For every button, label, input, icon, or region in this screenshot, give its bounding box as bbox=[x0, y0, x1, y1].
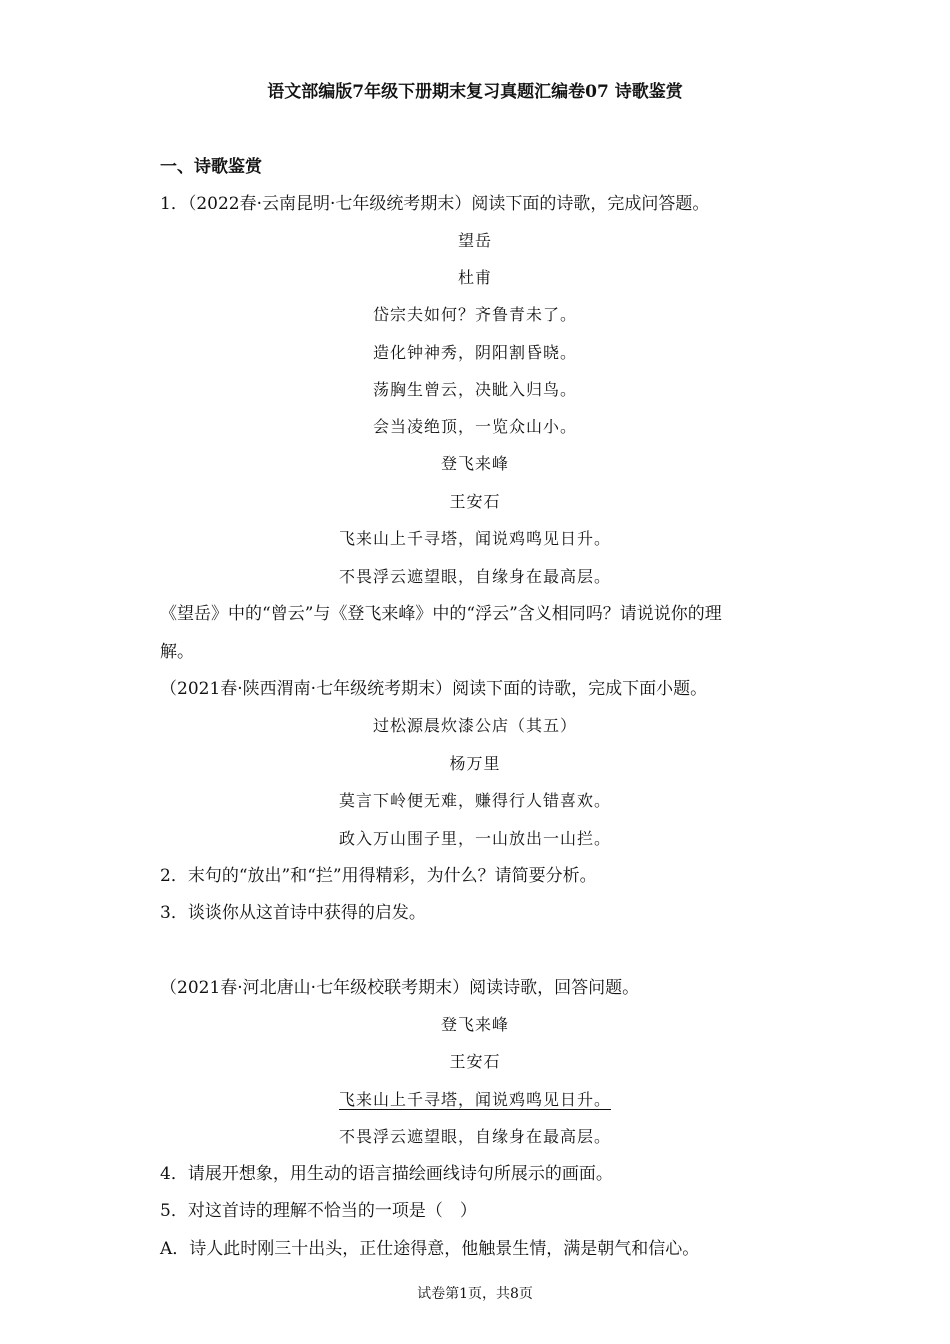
question-4: 4．请展开想象，用生动的语言描绘画线诗句所展示的画面。 bbox=[160, 1164, 613, 1184]
page-number: 试卷第1页，共8页 bbox=[417, 1286, 533, 1302]
question-5: 5．对这首诗的理解不恰当的一项是（ ） bbox=[160, 1201, 477, 1221]
group-2-intro: （2021春·陕西渭南·七年级统考期末）阅读下面的诗歌，完成下面小题。 bbox=[160, 679, 708, 699]
poem-line: 不畏浮云遮望眼，自缘身在最高层。 bbox=[338, 1127, 611, 1146]
poem-line: 会当凌绝顶，一览众山小。 bbox=[372, 417, 577, 436]
poem-line: 莫言下岭便无难，赚得行人错喜欢。 bbox=[338, 791, 611, 810]
group-3-intro: （2021春·河北唐山·七年级校联考期末）阅读诗歌，回答问题。 bbox=[160, 978, 640, 998]
poem-title: 登飞来峰 bbox=[440, 1015, 509, 1034]
section-heading: 一、诗歌鉴赏 bbox=[160, 157, 262, 177]
poem-line: 岱宗夫如何？齐鲁青未了。 bbox=[372, 305, 577, 324]
poem-author: 杜甫 bbox=[457, 268, 492, 287]
question-5-option-a: A．诗人此时刚三十出头，正仕途得意，他触景生情，满是朝气和信心。 bbox=[160, 1239, 700, 1259]
poem-title: 过松源晨炊漆公店（其五） bbox=[372, 716, 577, 735]
poem-line: 飞来山上千寻塔，闻说鸡鸣见日升。 bbox=[338, 529, 611, 548]
poem-title: 望岳 bbox=[457, 231, 492, 250]
poem-author: 王安石 bbox=[449, 492, 501, 511]
document-title: 语文部编版7年级下册期末复习真题汇编卷07 诗歌鉴赏 bbox=[267, 82, 683, 102]
underlined-poem-line: 飞来山上千寻塔，闻说鸡鸣见日升。 bbox=[338, 1090, 611, 1109]
question-2: 2．末句的“放出”和“拦”用得精彩，为什么？请简要分析。 bbox=[160, 866, 597, 886]
question-1-text-continued: 解。 bbox=[160, 642, 194, 662]
poem-title: 登飞来峰 bbox=[440, 454, 509, 473]
poem-line: 荡胸生曾云，决眦入归鸟。 bbox=[372, 380, 577, 399]
poem-author: 王安石 bbox=[449, 1052, 501, 1071]
poem-line: 政入万山围子里，一山放出一山拦。 bbox=[338, 829, 611, 848]
question-1-text: 《望岳》中的“曾云”与《登飞来峰》中的“浮云”含义相同吗？请说说你的理 bbox=[160, 604, 722, 624]
poem-author: 杨万里 bbox=[449, 754, 501, 773]
question-3: 3．谈谈你从这首诗中获得的启发。 bbox=[160, 903, 426, 923]
poem-line: 不畏浮云遮望眼，自缘身在最高层。 bbox=[338, 567, 611, 586]
question-1-intro: 1．（2022春·云南昆明·七年级统考期末）阅读下面的诗歌，完成问答题。 bbox=[160, 194, 710, 214]
poem-line: 造化钟神秀，阴阳割昏晓。 bbox=[372, 343, 577, 362]
